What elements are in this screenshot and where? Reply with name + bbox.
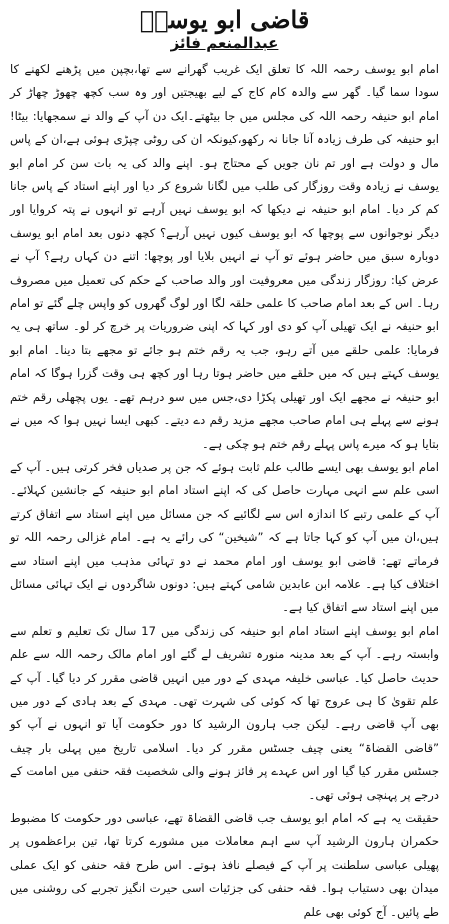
article-body <box>10 58 439 924</box>
paragraph-1: امام ابو یوسف رحمہ اللہ کا تعلق ایک غریب گھرانے سے تھا،بچپن میں پڑھنے لکھنے کا سودا سما گیا۔ گھر سے والدہ کام کاج کے لیے بھیجتیں اور وہ سب کچھ چھوڑ چھاڑ کر امام ابو حنیفہ رحمہ اللہ کی مجلس میں جا بیٹھتے۔ایک دن آپ کے والد نے سمجھایا: بیٹا!ابو حنیفہ کی طرف زیادہ آنا جانا نہ رکھو،کیونکہ ان کی روٹی چپڑی ہوئی ہے،ان کے پاس مال و دولت ہے اور تم نان جویں کے محتاج ہو۔ اپنے والد کی یہ بات سن کر امام ابو یوسف نے زیادہ وقت روزگار کی طلب میں لگانا شروع کر دیا اور اپنے استاد کے پاس جانا کم کر دیا۔ امام ابو حنیفہ نے دیکھا کہ ابو یوسف نہیں آرہے تو انہوں نے پتہ کروایا اور دیگر نوجوانوں سے پوچھا کہ ابو یوسف کیوں نہیں آرہے؟ کچھ دنوں بعد امام ابو یوسف دوبارہ سبق میں حاضر ہوئے تو آپ نے انہیں بلایا اور پوچھا: اتنے دن کہاں رہے؟ آپ نے عرض کیا: روزگار زندگی میں معروفیت اور والد صاحب کے حکم کی تعمیل میں مصروف رہا۔ اس کے بعد امام صاحب کا علمی حلقہ لگا اور لوگ گھروں کو واپس چلے گئے تو امام ابو حنیفہ نے ایک تھیلی آپ کو دی اور کہا کہ اپنی ضروریات پر خرچ کر لو۔ ساتھ ہی یہ فرمایا: علمی حلقے میں آتے رہو، جب یہ رقم ختم ہو جائے تو مجھے بتا دینا۔ امام ابو یوسف کہتے ہیں کہ میں حلقے میں حاضر ہوتا رہا اور کچھ ہی وقت گزرا ہوگا کہ امام ابو حنیفہ نے مجھے ایک اور تھیلی پکڑا دی،جس میں سو درہم تھے۔ یوں پچھلی رقم ختم ہونے سے پہلے ہی امام صاحب مجھے مزید رقم دے دیتے۔ کبھی ایسا نہیں ہوا کہ میں نے بتایا ہو کہ میرے پاس پہلے رقم ختم ہو چکی ہے۔ <box>10 62 439 451</box>
author-name: عبدالمنعم فائز <box>170 34 279 52</box>
paragraph-4: حقیقت یہ ہے کہ امام ابو یوسف جب قاضی القضاۃ تھے، عباسی دور حکومت کا مضبوط حکمران ہارون الرشید آپ سے اہم معاملات میں مشورے کرتا تھا، تین براعظموں پر پھیلی عباسی سلطنت پر آپ کے فیصلے نافذ ہوتے۔ اس طرح فقہ حنفی کو ایک عملی میدان بھی دستیاب ہوا۔ فقہ حنفی کی جزئیات اسی حیرت انگیز تجربے کی روشنی میں طے پائیں۔ آج کوئی بھی علم <box>10 811 439 919</box>
article-title: قاضی ابو یوسفؒ <box>139 5 310 34</box>
paragraph-3: امام ابو یوسف اپنے استاد امام ابو حنیفہ کی زندگی میں 17 سال تک تعلیم و تعلم سے وابستہ رہے۔ آپ کے بعد مدینہ منورہ تشریف لے گئے اور امام مالک رحمہ اللہ سے علم حدیث حاصل کیا۔ عباسی خلیفہ مہدی کے دور میں انہیں قاضی مقرر کر دیا گیا۔ آپ کے علم تقویٰ کا ہی عروج تھا کہ کوئی کی شہرت تھی۔ مہدی کے بعد ہادی کے دور میں بھی آپ قاضی رہے۔ لیکن جب ہارون الرشید کا دور حکومت آیا تو انہوں نے آپ کو ”قاضی القضاۃ“ یعنی چیف جسٹس مقرر کر دیا۔ اسلامی تاریخ میں پہلی بار چیف جسٹس مقرر کیا گیا اور اس عہدے پر فائز ہونے والی شخصیت فقہ حنفی میں امامت کے درجے پر پہنچی ہوئی تھی۔ <box>10 623 439 802</box>
paragraph-2: امام ابو یوسف بھی ایسے طالب علم ثابت ہوئے کہ جن پر صدیاں فخر کرتی ہیں۔ آپ کے اسی علم سے انہی مہارت حاصل کی کہ اپنے استاد امام ابو حنیفہ کے جانشین کہلائے۔ آپ کے علمی رتبے کا اندازہ اس سے لگائیے کہ جن مسائل میں اپنے استاد سے اتفاق کرتے ہیں،ان میں آپ کو کہا جاتا ہے کہ ”شیخین“ کی رائے یہ ہے۔ امام غزالی رحمہ اللہ تو فرماتے تھے: قاضی ابو یوسف اور امام محمد نے دو تہائی مذہب میں اپنے استاد سے اختلاف کیا ہے۔ علامہ ابن عابدین شامی کہتے ہیں: دونوں شاگردوں نے ایک تہائی مسائل میں اپنے استاد سے اتفاق کیا ہے۔ <box>10 459 439 615</box>
